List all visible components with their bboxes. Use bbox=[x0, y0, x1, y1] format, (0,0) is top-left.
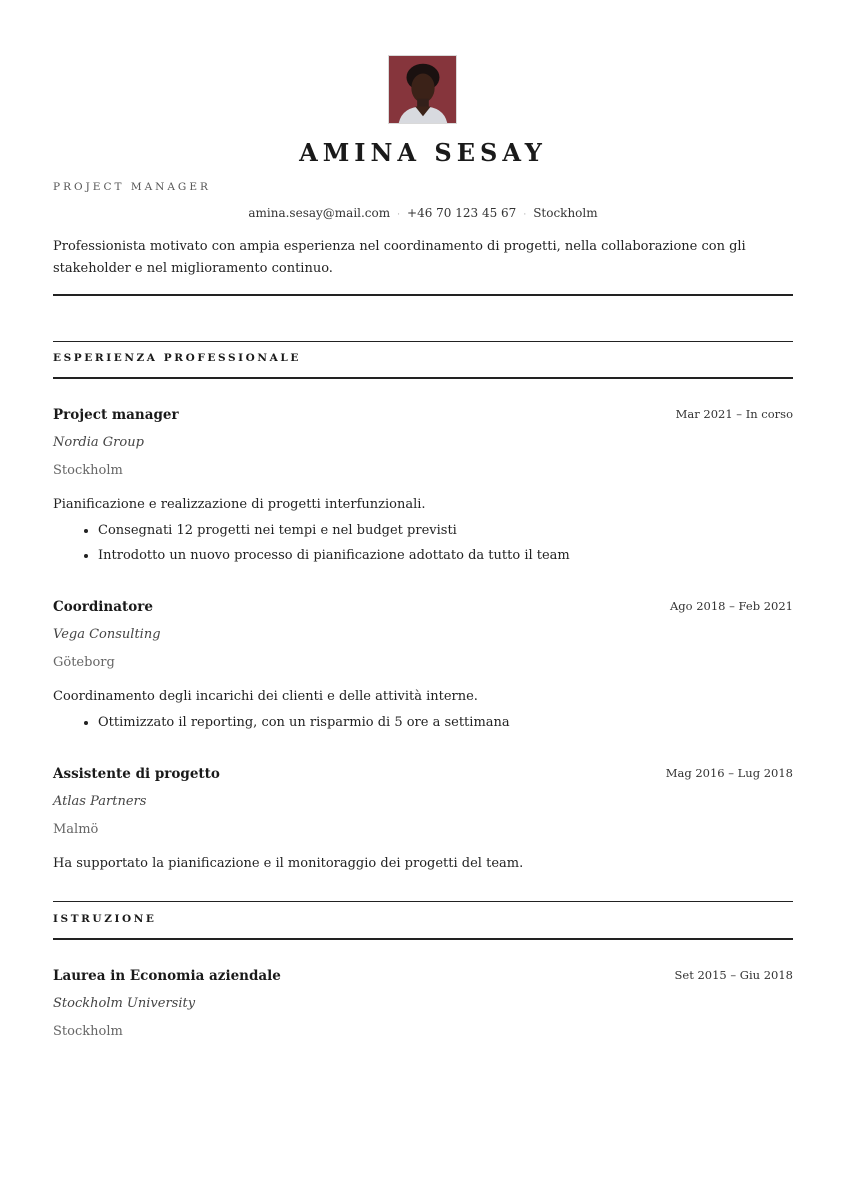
bullet-item: • Ottimizzato il reporting, con un risparmio di 5 ore a settimana bbox=[98, 710, 510, 735]
entry-role: Coordinatore bbox=[53, 599, 153, 615]
phone-text[interactable]: +46 70 123 45 67 bbox=[407, 206, 517, 220]
candidate-name: AMINA SESAY bbox=[299, 138, 547, 167]
entry-location: Stockholm bbox=[53, 1024, 123, 1039]
education-entry bbox=[53, 968, 793, 1048]
section-top-rule bbox=[53, 901, 793, 902]
profile-summary: Professionista motivato con ampia esperienza nel coordinamento di progetti, nella collaborazione con gli stakeholder e nel miglioramento continuo. bbox=[53, 239, 746, 276]
entry-role: Project manager bbox=[53, 407, 179, 423]
entry-dates: Set 2015 – Giu 2018 bbox=[674, 968, 793, 982]
city-text: Stockholm bbox=[533, 206, 598, 220]
entry-school: Stockholm University bbox=[53, 996, 196, 1011]
profile-photo bbox=[388, 55, 457, 124]
entry-location: Göteborg bbox=[53, 655, 115, 670]
entry-bullets bbox=[53, 518, 570, 568]
entry-company: Nordia Group bbox=[53, 435, 144, 450]
contact-separator: · bbox=[397, 210, 401, 220]
experience-entry bbox=[53, 599, 793, 739]
portrait-image bbox=[389, 56, 456, 123]
entry-description: Coordinamento degli incarichi dei clienti e delle attività interne. bbox=[53, 689, 478, 704]
summary-divider bbox=[53, 294, 793, 296]
entry-role: Assistente di progetto bbox=[53, 766, 220, 782]
contact-line bbox=[0, 206, 846, 220]
contact-separator: · bbox=[523, 210, 527, 220]
bullet-item: • Consegnati 12 progetti nei tempi e nel budget previsti bbox=[98, 518, 570, 543]
section-bottom-rule bbox=[53, 938, 793, 940]
experience-section-title: ESPERIENZA PROFESSIONALE bbox=[53, 352, 301, 364]
entry-dates: Ago 2018 – Feb 2021 bbox=[669, 599, 793, 613]
email-text[interactable]: amina.sesay@mail.com bbox=[248, 206, 391, 220]
education-section-title: ISTRUZIONE bbox=[53, 913, 157, 925]
section-top-rule bbox=[53, 341, 793, 342]
bullet-item: • Introdotto un nuovo processo di pianificazione adottato da tutto il team bbox=[98, 543, 570, 568]
entry-company: Atlas Partners bbox=[53, 794, 147, 809]
job-title: PROJECT MANAGER bbox=[53, 181, 211, 193]
section-bottom-rule bbox=[53, 377, 793, 379]
entry-location: Malmö bbox=[53, 822, 99, 837]
experience-entry bbox=[53, 766, 793, 876]
entry-bullets bbox=[53, 710, 510, 735]
entry-dates: Mar 2021 – In corso bbox=[675, 407, 793, 421]
entry-dates: Mag 2016 – Lug 2018 bbox=[665, 766, 793, 780]
entry-location: Stockholm bbox=[53, 463, 123, 478]
entry-company: Vega Consulting bbox=[53, 627, 161, 642]
entry-description: Ha supportato la pianificazione e il monitoraggio dei progetti del team. bbox=[53, 856, 524, 871]
entry-degree: Laurea in Economia aziendale bbox=[53, 968, 281, 984]
entry-description: Pianificazione e realizzazione di progetti interfunzionali. bbox=[53, 497, 426, 512]
experience-entry bbox=[53, 407, 793, 577]
